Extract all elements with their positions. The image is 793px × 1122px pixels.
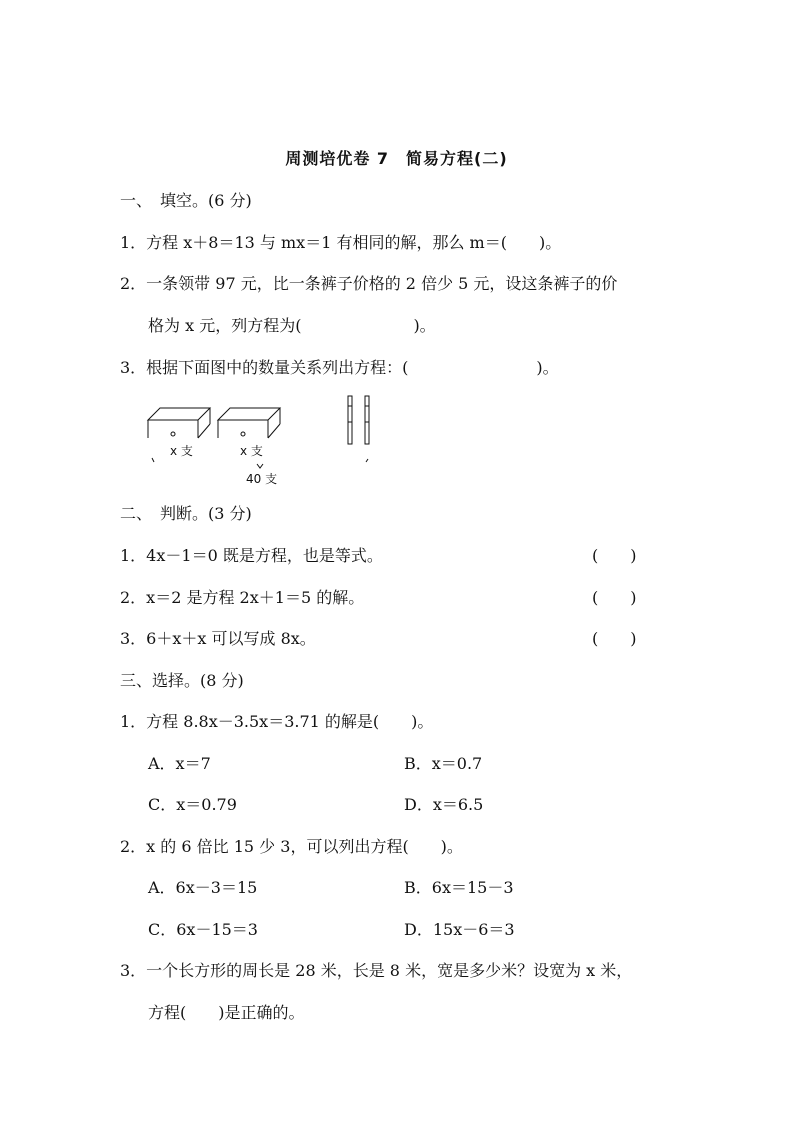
choice-1-option-a: A．x＝7 bbox=[148, 754, 211, 773]
choice-2-option-d: D．15x－6＝3 bbox=[404, 920, 515, 939]
pencil-boxes-figure bbox=[140, 392, 400, 492]
choice-1-option-c: C．x＝0.79 bbox=[148, 795, 237, 814]
choice-1-option-b: B．x＝0.7 bbox=[404, 754, 483, 773]
judgement-answer-box-3: ( ) bbox=[592, 629, 637, 648]
question-1-2-line-1: 2．一条领带 97 元，比一条裤子价格的 2 倍少 5 元，设这条裤子的价 bbox=[120, 274, 618, 293]
choice-2-option-c: C．6x－15＝3 bbox=[148, 920, 258, 939]
total-label: 40 支 bbox=[246, 472, 278, 486]
judgement-answer-box-1: ( ) bbox=[592, 546, 637, 565]
pencil-box-2 bbox=[218, 408, 280, 438]
pencil-box-1 bbox=[148, 408, 210, 438]
choice-2-option-a: A．6x－3＝15 bbox=[148, 878, 258, 897]
pencils-icon bbox=[348, 396, 369, 462]
choice-question-3-line-2: 方程( )是正确的。 bbox=[148, 1003, 305, 1022]
page-title: 周测培优卷 7 简易方程(二) bbox=[285, 149, 508, 168]
judgement-item-1: 1．4x－1＝0 既是方程，也是等式。 bbox=[120, 546, 383, 565]
section-1-heading: 一、 填空。(6 分) bbox=[120, 191, 252, 210]
question-1-3: 3．根据下面图中的数量关系列出方程：( )。 bbox=[120, 358, 559, 377]
judgement-item-2: 2．x＝2 是方程 2x＋1＝5 的解。 bbox=[120, 588, 365, 607]
question-1-1: 1．方程 x＋8＝13 与 mx＝1 有相同的解，那么 m＝( )。 bbox=[120, 233, 562, 252]
box-2-label: x 支 bbox=[240, 444, 263, 458]
box-1-label: x 支 bbox=[170, 444, 193, 458]
section-2-heading: 二、 判断。(3 分) bbox=[120, 504, 252, 523]
choice-question-1: 1．方程 8.8x－3.5x＝3.71 的解是( )。 bbox=[120, 712, 434, 731]
judgement-item-3: 3．6＋x＋x 可以写成 8x。 bbox=[120, 629, 316, 648]
choice-1-option-d: D．x＝6.5 bbox=[404, 795, 484, 814]
arrow-down-icon bbox=[257, 464, 263, 468]
choice-question-3-line-1: 3．一个长方形的周长是 28 米，长是 8 米，宽是多少米？设宽为 x 米， bbox=[120, 961, 633, 980]
choice-2-option-b: B．6x＝15－3 bbox=[404, 878, 514, 897]
brace-mark-left bbox=[152, 458, 154, 462]
question-1-2-line-2: 格为 x 元，列方程为( )。 bbox=[148, 316, 436, 335]
section-3-heading: 三、选择。(8 分) bbox=[120, 671, 244, 690]
judgement-answer-box-2: ( ) bbox=[592, 588, 637, 607]
choice-question-2: 2．x 的 6 倍比 15 少 3，可以列出方程( )。 bbox=[120, 837, 463, 856]
